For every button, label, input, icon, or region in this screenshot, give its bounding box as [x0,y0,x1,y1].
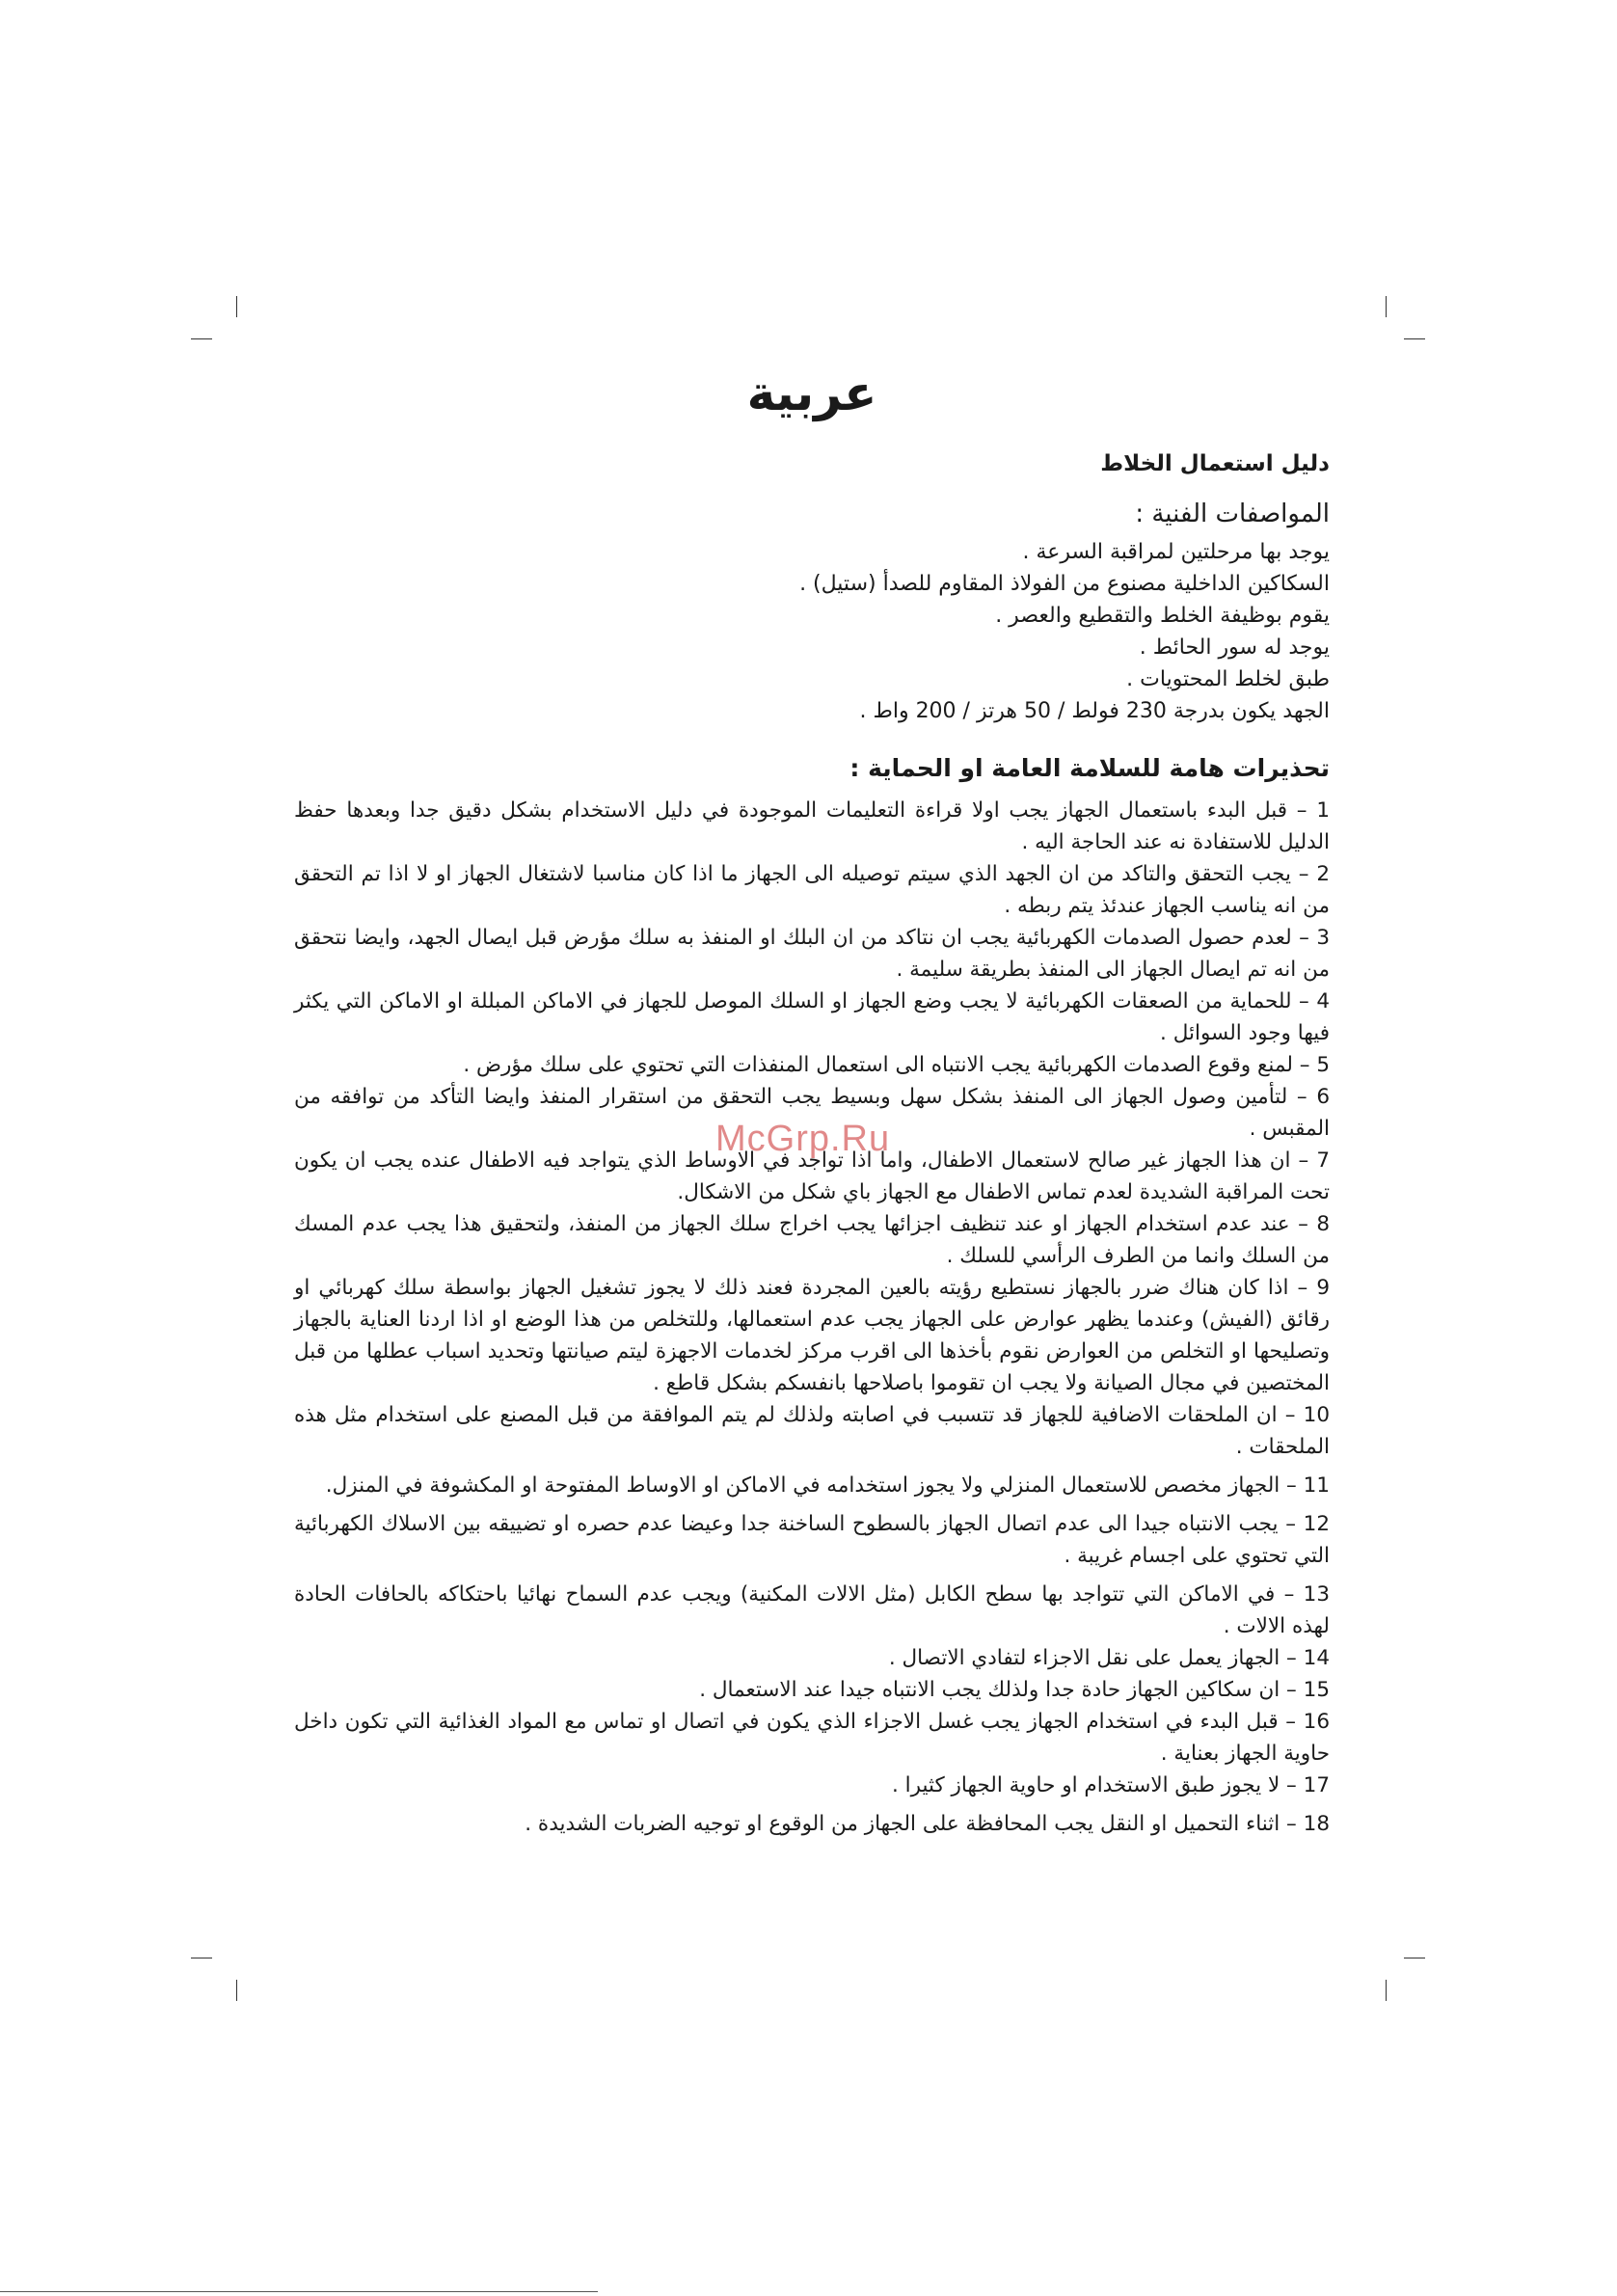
warning-item: 10 – ان الملحقات الاضافية للجهاز قد تتسبب في اصابته ولذلك لم يتم الموافقة من قبل المصنع على استخدام مثل هذه الملحقات . [294,1403,1330,1459]
warning-item: 11 – الجهاز مخصص للاستعمال المنزلي ولا يجوز استخدامه في الاماكن او الاوساط المفتوحة او المكشوفة في المنزل. [325,1473,1330,1498]
crop-mark [236,1980,237,2001]
warning-item: 14 – الجهاز يعمل على نقل الاجزاء لتفادي الاتصال . [888,1646,1330,1670]
warning-item: 18 – اثناء التحميل او النقل يجب المحافظة على الجهاز من الوقوع او توجيه الضربات الشديدة . [525,1812,1330,1836]
footer-rule [0,2291,598,2292]
crop-mark [1386,1980,1387,2001]
spec-item: يوجد بها مرحلتين لمراقبة السرعة . [1022,540,1330,564]
crop-mark [1404,338,1425,339]
warnings-heading: تحذيرات هامة للسلامة العامة او الحماية : [849,754,1330,782]
warning-item: 8 – عند عدم استخدام الجهاز او عند تنظيف اجزائها يجب اخراج سلك الجهاز من المنفذ، ولتحقيق هذا يجب عدم المسك من السلك وانما من الطرف الرأسي للسلك . [294,1212,1330,1268]
crop-mark [236,296,237,317]
watermark: McGrp.Ru [715,1119,891,1159]
warning-item: 3 – لعدم حصول الصدمات الكهربائية يجب ان نتاكد من ان البلك او المنفذ به سلك مؤرض قبل ايصال الجهد، وايضا نتحقق من انه تم ايصال الجهاز الى المنفذ بطريقة سليمة . [294,926,1330,982]
warning-item: 9 – اذا كان هناك ضرر بالجهاز نستطيع رؤيته بالعين المجردة فعند ذلك لا يجوز تشغيل الجهاز بواسطة سلك كهربائي او رقائق (الفيش) وعندما يظهر عوارض على الجهاز يجب عدم استعمالها، وللتخلص من هذا الوضع او اذا اردنا العناية بالجهاز وتصليحها او التخلص من العوارض نقوم بأخذها الى اقرب مركز لخدمات الاجهزة ليتم صيانتها وتحديد اسباب عطلها من قبل المختصين في مجال الصيانة ولا يجب ان تقوموا باصلاحها بانفسكم بشكل قاطع . [294,1276,1330,1395]
specs-list [294,536,1330,727]
warning-item: 16 – قبل البدء في استخدام الجهاز يجب غسل الاجزاء الذي يكون في اتصال او تماس مع المواد الغذائية التي تكون داخل حاوية الجهاز بعناية . [294,1710,1330,1766]
warning-item: 12 – يجب الانتباه جيدا الى عدم اتصال الجهاز بالسطوح الساخنة جدا وعيضا عدم حصره او تضييقه بين الاسلاك الكهربائية التي تحتوي على اجسام غريبة . [294,1512,1330,1568]
warning-item: 13 – في الاماكن التي تتواجد بها سطح الكابل (مثل الالات المكنية) ويجب عدم السماح نهائيا باحتكاكه بالحافات الحادة لهذه الالات . [294,1582,1330,1638]
document-body [294,365,1330,1840]
crop-mark [191,338,212,339]
warnings-list [294,795,1330,1840]
manual-title: دليل استعمال الخلاط [1100,451,1330,476]
spec-item: يوجد له سور الحائط . [1139,635,1330,660]
warning-item: 6 – لتأمين وصول الجهاز الى المنفذ بشكل سهل وبسيط يجب التحقق من استقرار المنفذ وايضا التأكد من توافقه من المقبس . [294,1085,1330,1141]
spec-item: الجهد يكون بدرجة 230 فولط / 50 هرتز / 200 واط . [859,699,1330,723]
warning-item: 1 – قبل البدء باستعمال الجهاز يجب اولا قراءة التعليمات الموجودة في دليل الاستخدام بشكل دقيق جدا وبعدها حفظ الدليل للاستفادة نه عند الحاجة اليه . [294,798,1330,854]
page-title: عربية [746,365,877,421]
warning-item: 17 – لا يجوز طبق الاستخدام او حاوية الجهاز كثيرا . [892,1773,1330,1797]
warning-item: 7 – ان هذا الجهاز غير صالح لاستعمال الاطفال، واما اذا تواجد في الاوساط الذي يتواجد فيه الاطفال عنده يجب ان يكون تحت المراقبة الشديدة لعدم تماس الاطفال مع الجهاز باي شكل من الاشكال. [294,1148,1330,1204]
spec-item: يقوم بوظيفة الخلط والتقطيع والعصر . [995,604,1330,628]
crop-mark [1386,296,1387,317]
warning-item: 2 – يجب التحقق والتاكد من ان الجهد الذي سيتم توصيله الى الجهاز ما اذا كان مناسبا لاشتغال الجهاز او لا اذا تم التحقق من انه يناسب الجهاز عندئذ يتم ربطه . [294,862,1330,918]
spec-item: طبق لخلط المحتويات . [1126,667,1330,691]
warning-item: 15 – ان سكاكين الجهاز حادة جدا ولذلك يجب الانتباه جيدا عند الاستعمال . [699,1678,1330,1702]
specs-heading: المواصفات الفنية : [1135,500,1330,528]
spec-item: السكاكين الداخلية مصنوع من الفولاذ المقاوم للصدأ (ستيل) . [799,572,1330,596]
warning-item: 5 – لمنع وقوع الصدمات الكهربائية يجب الانتباه الى استعمال المنفذات التي تحتوي على سلك مؤرض . [463,1053,1330,1077]
warning-item: 4 – للحماية من الصعقات الكهربائية لا يجب وضع الجهاز او السلك الموصل للجهاز في الاماكن المبللة او الاماكن التي يكثر فيها وجود السوائل . [294,989,1330,1045]
